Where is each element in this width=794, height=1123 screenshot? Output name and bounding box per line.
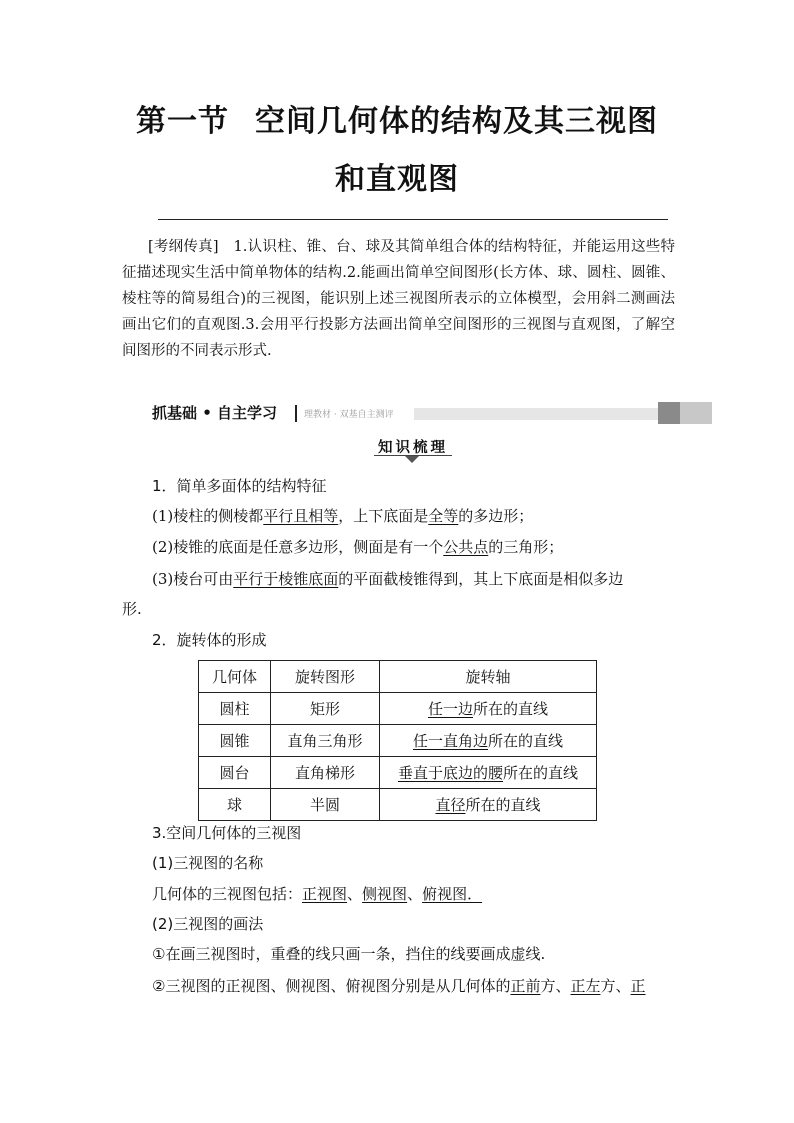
item-text: 几何体的三视图包括：: [152, 885, 303, 903]
answer-blank: 垂直于底边的腰: [397, 764, 503, 782]
heading-solids-of-revolution: 2．旋转体的形成: [152, 631, 267, 649]
table-row: [199, 693, 597, 725]
subheading-drawing-method: (2)三视图的画法: [152, 915, 264, 933]
item-text: 、: [347, 885, 363, 903]
heading-polyhedron-features: 1．简单多面体的结构特征: [152, 477, 327, 495]
answer-blank: 正左: [570, 977, 601, 995]
table-header-cell: 旋转图形: [271, 661, 380, 693]
section-number: 第一节: [136, 104, 229, 139]
answer-blank: 公共点: [443, 538, 489, 556]
answer-blank: 平行于棱锥底面: [233, 570, 339, 588]
answer-blank: 任一直角边: [412, 732, 488, 750]
subheading-view-names: (1)三视图的名称: [152, 854, 264, 872]
table-cell-axis: [380, 789, 597, 821]
item-text: 的三角形；: [488, 538, 564, 556]
table-cell-shape: 直角梯形: [271, 757, 380, 789]
item-view-names: [152, 883, 482, 904]
item-pyramid: [152, 536, 563, 557]
item-text: (3)棱台可由: [152, 570, 234, 588]
answer-blank: 任一边: [427, 700, 473, 718]
section-title: 空间几何体的结构及其三视图: [255, 104, 658, 139]
table-row: [199, 789, 597, 821]
syllabus-paragraph: [122, 234, 675, 364]
table-header-row: [199, 661, 597, 693]
table-cell-body: 圆锥: [199, 725, 271, 757]
item-frustum-cont: 形.: [122, 600, 142, 618]
banner-subtitle: 理教材 · 双基自主测评: [304, 410, 394, 420]
table-row: [199, 725, 597, 757]
item-text: 、: [407, 885, 423, 903]
cell-text: 所在的直线: [473, 700, 549, 718]
item-text: 方、: [540, 977, 571, 995]
title-divider: [158, 219, 668, 220]
revolution-table: [198, 660, 597, 821]
table-cell-shape: 矩形: [271, 693, 380, 725]
answer-blank: 全等: [428, 507, 459, 525]
table-cell-axis: [380, 757, 597, 789]
item-rule-1: ①在画三视图时，重叠的线只画一条，挡住的线要画成虚线.: [152, 945, 546, 963]
banner-divider: [295, 405, 297, 422]
answer-blank: 平行且相等: [263, 507, 339, 525]
answer-blank: 正视图: [302, 885, 348, 903]
item-text: ，上下底面是: [338, 507, 429, 525]
answer-blank: 直径: [435, 796, 466, 814]
answer-blank: 侧视图: [362, 885, 408, 903]
table-cell-body: 球: [199, 789, 271, 821]
item-frustum: [152, 568, 623, 589]
section-banner: [152, 402, 712, 424]
answer-blank: 正: [630, 977, 646, 995]
table-header-cell: 旋转轴: [380, 661, 597, 693]
banner-title: 抓基础 • 自主学习: [152, 404, 278, 422]
table-cell-body: 圆柱: [199, 693, 271, 725]
page-title-line-2: 和直观图: [335, 162, 459, 197]
table-row: [199, 757, 597, 789]
banner-block-light: [680, 402, 712, 424]
page-title-line-1: [0, 96, 794, 140]
item-text: 方、: [600, 977, 631, 995]
table-cell-body: 圆台: [199, 757, 271, 789]
banner-block-dark: [658, 402, 680, 424]
answer-blank: 俯视图．: [422, 885, 483, 903]
item-text: (1)棱柱的侧棱都: [152, 507, 264, 525]
syllabus-label: [考纲传真]: [148, 239, 219, 255]
banner-bar: [414, 408, 658, 420]
table-header-cell: 几何体: [199, 661, 271, 693]
item-rule-2: [152, 975, 646, 996]
item-text: 的平面截棱锥得到，其上下底面是相似多边: [338, 570, 624, 588]
heading-three-views: 3.空间几何体的三视图: [152, 824, 302, 842]
item-text: 的多边形；: [458, 507, 534, 525]
triangle-down-icon: [405, 456, 419, 463]
knowledge-review-label: 知识梳理: [378, 440, 448, 456]
cell-text: 所在的直线: [488, 732, 564, 750]
cell-text: 所在的直线: [465, 796, 541, 814]
table-cell-shape: 直角三角形: [271, 725, 380, 757]
syllabus-text: 1.认识柱、锥、台、球及其简单组合体的结构特征，并能运用这些特征描述现实生活中简单物体的结构.2.能画出简单空间图形(长方体、球、圆柱、圆锥、棱柱等的简易组合)的三视图，能识别上述三视图所表示的立体模型，会用斜二测画法画出它们的直观图.3.会用平行投影方法画出简单空间图形的三视图与直观图，了解空间图形的不同表示形式.: [122, 239, 675, 359]
item-prism: [152, 505, 533, 526]
table-cell-axis: [380, 725, 597, 757]
table-cell-shape: 半圆: [271, 789, 380, 821]
item-text: (2)棱锥的底面是任意多边形，侧面是有一个: [152, 538, 444, 556]
answer-blank: 正前: [510, 977, 541, 995]
item-text: ②三视图的正视图、侧视图、俯视图分别是从几何体的: [152, 977, 511, 995]
table-cell-axis: [380, 693, 597, 725]
cell-text: 所在的直线: [503, 764, 579, 782]
